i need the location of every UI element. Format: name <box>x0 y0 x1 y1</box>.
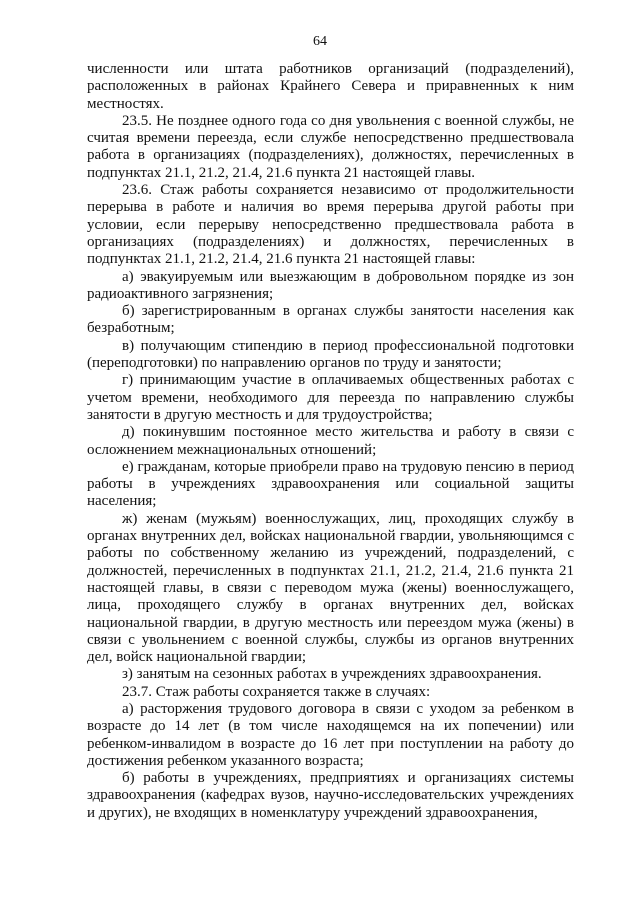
paragraph: а) расторжения трудового договора в связи с уходом за ребенком в возрасте до 14 лет (в том числе находящемся на их попечении) или ребенком-инвалидом в возрасте до 16 лет при поступлении на работу до достижения ребенком указанного возраста; <box>87 700 574 769</box>
paragraph: д) покинувшим постоянное место жительства и работу в связи с осложнением межнациональных отношений; <box>87 424 574 458</box>
paragraph: г) принимающим участие в оплачиваемых общественных работах с учетом времени, необходимого для переезда по направлению службы занятости в другую местность и для трудоустройства; <box>87 372 574 423</box>
paragraph: б) зарегистрированным в органах службы занятости населения как безработным; <box>87 303 574 337</box>
paragraph: 23.5. Не позднее одного года со дня увольнения с военной службы, не считая времени переезда, если службе непосредственно предшествовала работа в организациях (подразделениях), должностях, перечисленных в подпунктах 21.1, 21.2, 21.4, 21.6 пункта 21 настоящей главы. <box>87 112 574 181</box>
paragraph: 23.6. Стаж работы сохраняется независимо от продолжительности перерыва в работе и наличия во время перерыва другой работы при условии, если перерыву непосредственно предшествовала работа в организациях (подразделениях) и должностях, перечисленных в подпунктах 21.1, 21.2, 21.4, 21.6 пункта 21 настоящей главы: <box>87 182 574 268</box>
paragraph: а) эвакуируемым или выезжающим в добровольном порядке из зон радиоактивного загрязнения; <box>87 268 574 302</box>
paragraph: з) занятым на сезонных работах в учреждениях здравоохранения. <box>122 666 542 683</box>
paragraph: б) работы в учреждениях, предприятиях и организациях системы здравоохранения (кафедрах вузов, научно-исследовательских учреждениях и других), не входящих в номенклатуру учреждений здравоохранения, <box>87 770 574 821</box>
page-number: 64 <box>313 34 327 49</box>
document-body <box>87 61 574 822</box>
paragraph: численности или штата работников организаций (подразделений), расположенных в районах Крайнего Севера и приравненных к ним местностях. <box>87 61 574 112</box>
paragraph: е) гражданам, которые приобрели право на трудовую пенсию в период работы в учреждениях здравоохранения или социальной защиты населения; <box>87 458 574 510</box>
paragraph: в) получающим стипендию в период профессиональной подготовки (переподготовки) по направлению органов по труду и занятости; <box>87 337 574 372</box>
paragraph: ж) женам (мужьям) военнослужащих, лиц, проходящих службу в органах внутренних дел, войсках национальной гвардии, увольняющимся с работы по собственному желанию из учреждений, подразделений, с должностей, перечисленных в подпунктах 21.1, 21.2, 21.4, 21.6 пункта 21 настоящей главы, в связи с переводом мужа (жены) военнослужащего, лица, проходящего службу в органах внутренних дел, войсках национальной гвардии, в другую местность или переездом мужа (жены) в связи с увольнением с военной службы, службы из органов внутренних дел, войск национальной гвардии; <box>87 510 574 666</box>
paragraph: 23.7. Стаж работы сохраняется также в случаях: <box>122 683 431 700</box>
